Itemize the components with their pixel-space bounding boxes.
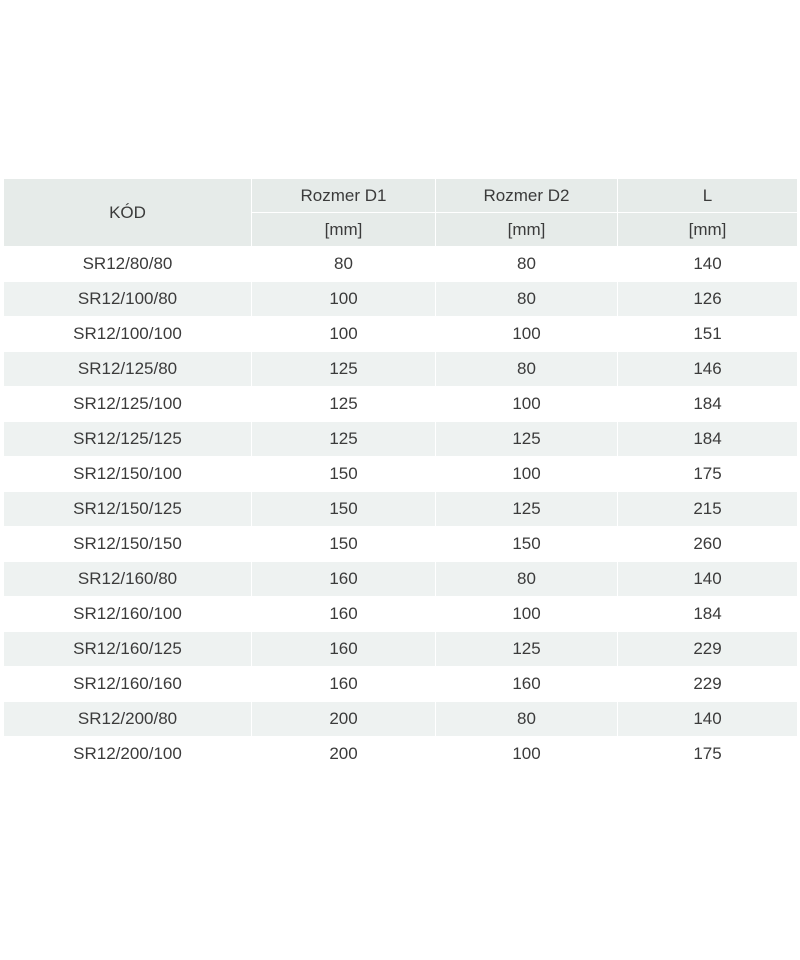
table-row — [4, 387, 798, 422]
table-row — [4, 317, 798, 352]
cell-code: SR12/200/80 — [4, 702, 252, 737]
cell-d1: 200 — [252, 702, 436, 737]
cell-code: SR12/160/125 — [4, 632, 252, 667]
cell-d2: 100 — [436, 317, 618, 352]
table-row — [4, 527, 798, 562]
cell-d1: 160 — [252, 562, 436, 597]
cell-d1: 160 — [252, 632, 436, 667]
cell-d2: 100 — [436, 597, 618, 632]
cell-code: SR12/160/160 — [4, 667, 252, 702]
table-header — [4, 179, 798, 247]
table-row — [4, 632, 798, 667]
cell-l: 175 — [618, 737, 798, 772]
table-row — [4, 282, 798, 317]
column-unit-d1: [mm] — [252, 213, 436, 247]
cell-d2: 80 — [436, 282, 618, 317]
cell-d1: 100 — [252, 317, 436, 352]
cell-d1: 80 — [252, 247, 436, 282]
table-row — [4, 562, 798, 597]
cell-l: 126 — [618, 282, 798, 317]
table-row — [4, 422, 798, 457]
cell-l: 215 — [618, 492, 798, 527]
cell-d2: 80 — [436, 247, 618, 282]
cell-d1: 200 — [252, 737, 436, 772]
cell-d1: 125 — [252, 422, 436, 457]
table-row — [4, 597, 798, 632]
cell-code: SR12/200/100 — [4, 737, 252, 772]
cell-l: 229 — [618, 667, 798, 702]
cell-code: SR12/125/125 — [4, 422, 252, 457]
column-header-d2: Rozmer D2 — [436, 179, 618, 213]
cell-l: 175 — [618, 457, 798, 492]
column-header-code: KÓD — [4, 179, 252, 247]
cell-code: SR12/100/100 — [4, 317, 252, 352]
cell-d2: 100 — [436, 737, 618, 772]
cell-code: SR12/80/80 — [4, 247, 252, 282]
cell-l: 151 — [618, 317, 798, 352]
cell-d1: 125 — [252, 352, 436, 387]
cell-d2: 125 — [436, 492, 618, 527]
column-header-d1: Rozmer D1 — [252, 179, 436, 213]
cell-l: 229 — [618, 632, 798, 667]
cell-l: 140 — [618, 702, 798, 737]
table-row — [4, 457, 798, 492]
cell-code: SR12/160/80 — [4, 562, 252, 597]
cell-d2: 150 — [436, 527, 618, 562]
cell-code: SR12/150/150 — [4, 527, 252, 562]
cell-d1: 160 — [252, 597, 436, 632]
cell-d2: 100 — [436, 457, 618, 492]
table-row — [4, 702, 798, 737]
cell-d2: 160 — [436, 667, 618, 702]
cell-l: 140 — [618, 247, 798, 282]
cell-l: 184 — [618, 387, 798, 422]
column-unit-l: [mm] — [618, 213, 798, 247]
cell-d2: 125 — [436, 632, 618, 667]
column-unit-d2: [mm] — [436, 213, 618, 247]
cell-d2: 100 — [436, 387, 618, 422]
cell-l: 184 — [618, 597, 798, 632]
table-row — [4, 352, 798, 387]
cell-d1: 125 — [252, 387, 436, 422]
cell-code: SR12/125/80 — [4, 352, 252, 387]
column-header-l: L — [618, 179, 798, 213]
cell-d2: 80 — [436, 352, 618, 387]
cell-d1: 160 — [252, 667, 436, 702]
cell-d1: 100 — [252, 282, 436, 317]
cell-l: 260 — [618, 527, 798, 562]
header-row-primary — [4, 179, 798, 213]
table-row — [4, 737, 798, 772]
cell-d1: 150 — [252, 457, 436, 492]
cell-code: SR12/160/100 — [4, 597, 252, 632]
cell-code: SR12/150/125 — [4, 492, 252, 527]
cell-d2: 80 — [436, 562, 618, 597]
cell-code: SR12/150/100 — [4, 457, 252, 492]
cell-l: 140 — [618, 562, 798, 597]
cell-code: SR12/100/80 — [4, 282, 252, 317]
cell-code: SR12/125/100 — [4, 387, 252, 422]
cell-d2: 80 — [436, 702, 618, 737]
cell-d1: 150 — [252, 492, 436, 527]
table-row — [4, 492, 798, 527]
cell-d1: 150 — [252, 527, 436, 562]
table-row — [4, 667, 798, 702]
cell-l: 184 — [618, 422, 798, 457]
table-body — [4, 247, 798, 772]
specification-table — [3, 178, 798, 772]
cell-d2: 125 — [436, 422, 618, 457]
cell-l: 146 — [618, 352, 798, 387]
table-row — [4, 247, 798, 282]
